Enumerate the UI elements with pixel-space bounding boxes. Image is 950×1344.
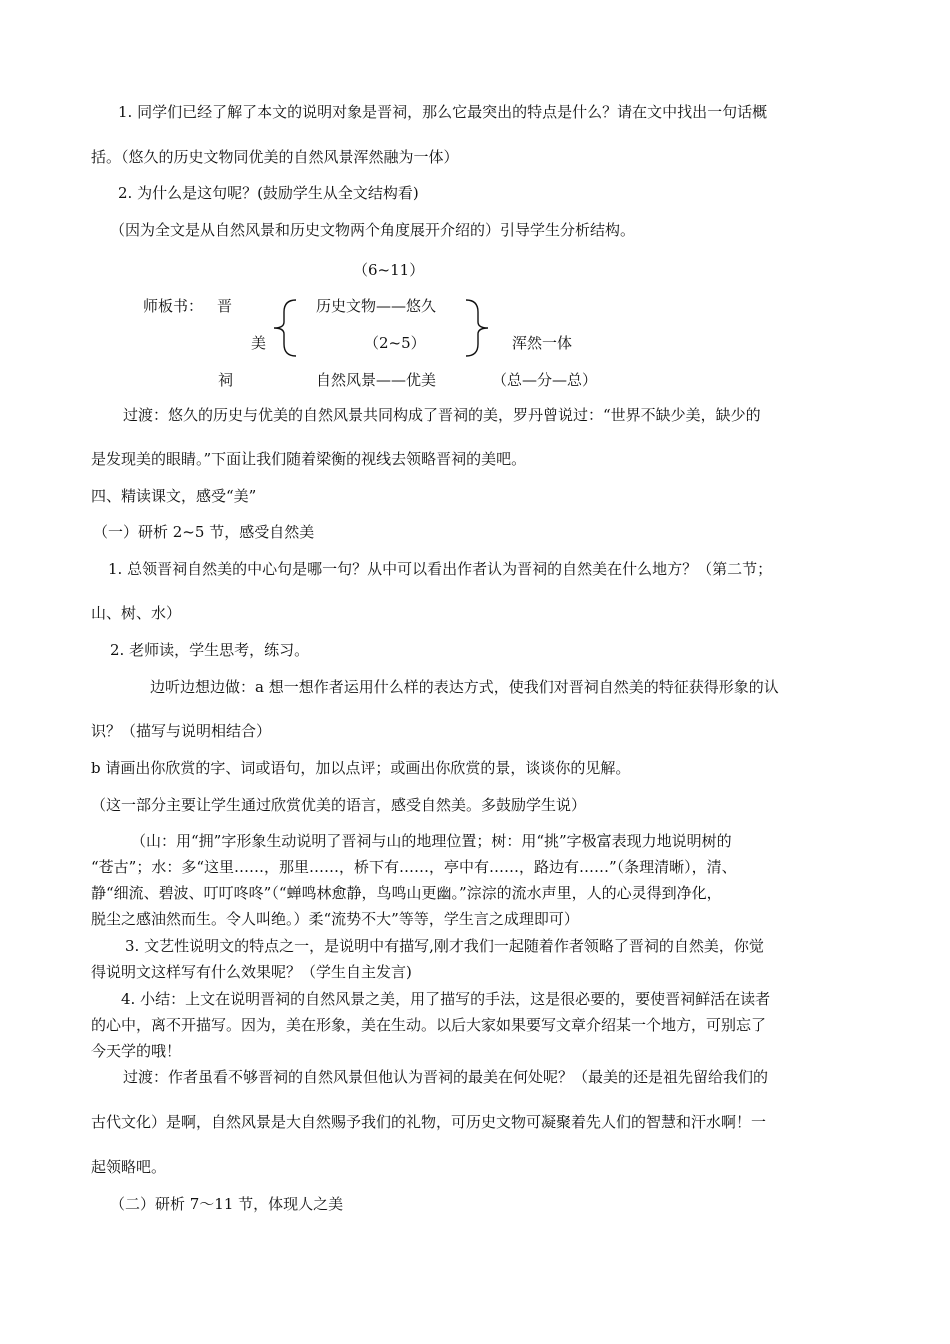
board-structure: （总—分—总） — [492, 371, 598, 389]
left-brace-icon — [270, 298, 300, 358]
question-1-line-2: 括。（悠久的历史文物同优美的自然风景浑然融为一体） — [91, 148, 459, 166]
task-b: b 请画出你欣赏的字、词或语句，加以点评；或画出你欣赏的景，谈谈你的见解。 — [91, 759, 631, 777]
board-result: 浑然一体 — [512, 334, 573, 352]
board-top-range: （6~11） — [353, 261, 425, 279]
question-4: 2. 老师读，学生思考，练习。 — [110, 641, 310, 659]
board-branch-history: 历史文物——悠久 — [316, 297, 437, 315]
question-3-line-2: 山、树、水） — [91, 604, 182, 622]
example-line-2: “苍古”；水：多“这里……，那里……，桥下有……，亭中有……，路边有……”（条理清晰），清、 — [91, 858, 737, 876]
example-line-1: （山：用“拥”字形象生动说明了晋祠与山的地理位置；树：用“挑”字极富表现力地说明树的 — [131, 832, 732, 850]
right-brace-icon — [462, 298, 492, 358]
example-line-4: 脱尘之感油然而生。令人叫绝。）柔“流势不大”等等，学生言之成理即可） — [91, 910, 579, 928]
transition-2-line-2: 古代文化）是啊，自然风景是大自然赐予我们的礼物，可历史文物可凝聚着先人们的智慧和汗水啊！一 — [91, 1113, 767, 1131]
example-line-3: 静“细流、碧波、叮叮咚咚”（“蝉鸣林愈静，鸟鸣山更幽。”淙淙的流水声里，人的心灵得到净化， — [91, 884, 722, 902]
task-a-line-2: 识？（描写与说明相结合） — [91, 722, 272, 740]
transition-1-line-1: 过渡：悠久的历史与优美的自然风景共同构成了晋祠的美，罗丹曾说过：“世界不缺少美，缺少的 — [123, 406, 761, 424]
answer-2: （因为全文是从自然风景和历史文物两个角度展开介绍的）引导学生分析结构。 — [110, 221, 636, 239]
subsection-1-heading: （一）研析 2~5 节，感受自然美 — [93, 523, 315, 541]
task-a-line-1: 边听边想边做：a 想一想作者运用什么样的表达方式，使我们对晋祠自然美的特征获得形象的认 — [150, 678, 779, 696]
summary-line-3: 今天学的哦！ — [91, 1042, 182, 1060]
board-mid-range: （2~5） — [364, 334, 426, 352]
board-branch-nature: 自然风景——优美 — [316, 371, 437, 389]
transition-1-line-2: 是发现美的眼睛。”下面让我们随着梁衡的视线去领略晋祠的美吧。 — [91, 450, 527, 468]
subsection-2-heading: （二）研析 7～11 节，体现人之美 — [110, 1195, 344, 1213]
transition-2-line-3: 起领略吧。 — [91, 1158, 167, 1176]
question-3-line-1: 1. 总领晋祠自然美的中心句是哪一句？从中可以看出作者认为晋祠的自然美在什么地方？（第二节； — [108, 560, 773, 578]
board-char-mei: 美 — [251, 334, 267, 352]
question-5-line-2: 得说明文这样写有什么效果呢？（学生自主发言) — [91, 963, 412, 981]
summary-line-1: 4. 小结：上文在说明晋祠的自然风景之美，用了描写的手法，这是很必要的，要使晋祠鲜活在读者 — [121, 990, 771, 1008]
question-2: 2. 为什么是这句呢？(鼓励学生从全文结构看) — [118, 184, 419, 202]
board-char-ci: 祠 — [218, 371, 234, 389]
summary-line-2: 的心中，离不开描写。因为，美在形象，美在生动。以后大家如果要写文章介绍某一个地方，可别忘了 — [91, 1016, 767, 1034]
teaching-note: （这一部分主要让学生通过欣赏优美的语言，感受自然美。多鼓励学生说） — [91, 796, 587, 814]
transition-2-line-1: 过渡：作者虽看不够晋祠的自然风景但他认为晋祠的最美在何处呢？（最美的还是祖先留给我们的 — [123, 1068, 769, 1086]
board-label: 师板书： — [143, 297, 204, 315]
question-1-line-1: 1. 同学们已经了解了本文的说明对象是晋祠，那么它最突出的特点是什么？请在文中找出一句话概 — [118, 103, 768, 121]
question-5-line-1: 3. 文艺性说明文的特点之一，是说明中有描写,刚才我们一起随着作者领略了晋祠的自然美，你觉 — [125, 937, 764, 955]
section-4-heading: 四、精读课文，感受“美” — [91, 487, 257, 505]
board-char-jin: 晋 — [217, 297, 233, 315]
